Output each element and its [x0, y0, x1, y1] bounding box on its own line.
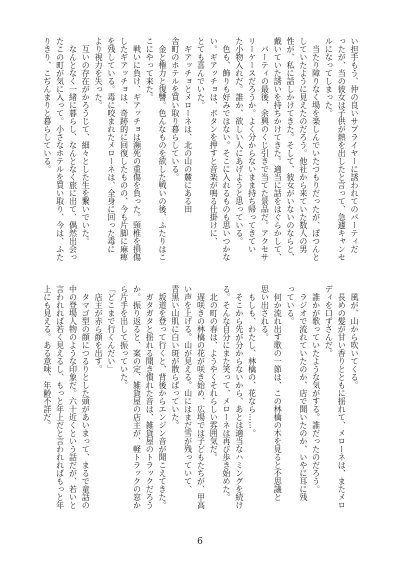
text-column: 性が、私に話しかけてきた。そして、彼女がいないのならと、 [286, 37, 296, 261]
text-column: っている。 [286, 285, 296, 325]
text-column: 坂道を登って行くと、背後からエンジン音が聞こえてきた。 [158, 293, 168, 509]
text-column: 長めの髪が甘い香りとともに揺れて、メローネは、またメロ [337, 293, 347, 509]
text-column: る。そんな自分にまた笑って、メローネは再び歩き始めた。 [222, 285, 232, 501]
text-column: リーケースだろうか。よく分からないまま持ち帰ってきてい [247, 37, 257, 253]
text-column: たこの町が気に入って。小さなホテルを買い取り、今は、ふた [55, 37, 65, 261]
text-column: い声を上げる。山が見える。山にはまだ雪が残っていて、 [183, 285, 193, 493]
text-column: ルになってしまった。 [324, 37, 334, 117]
page-number: 6 [197, 537, 203, 547]
text-column: ディを口ずさんだ。 [324, 285, 334, 357]
text-column: 金と権力と復讐。色んなものを欲した戦いの後、ふたりはこ [158, 45, 168, 261]
top-text-block [38, 37, 360, 263]
text-column: ガタガタと揺れる聞き慣れた音は、雑貨屋のトラックだろう [145, 293, 155, 509]
text-column: 北の町の春は、ようやくそれらしい雰囲気だ。 [209, 293, 219, 461]
text-column: していたように見えたのだろう。他社から来ていた数人の男 [298, 37, 308, 253]
text-column: 青黒い山肌に白い斑が散らばっていた。 [170, 285, 180, 429]
text-column: 風が、山から吹いてくる。 [350, 293, 359, 389]
text-column: 戦いに負け、ギアッチョは瀕死の重傷を負った。頸椎を損傷 [132, 45, 142, 261]
text-column: 舎町のホテルを買い取り暮らしている。 [170, 37, 180, 181]
text-column: 誰かが歌っていたような気がする。誰だったのだろう。 [311, 293, 321, 493]
text-column: 「どこまで行くんだい」 [106, 285, 116, 373]
bottom-text-block [38, 285, 360, 511]
text-column: そこから先が分からないから、あとは適当なハミングを続け [234, 293, 244, 509]
text-column: より視力を失った。 [94, 37, 104, 109]
text-column: 遅咲きの林檎の花が咲き始め、広場では子どもたちが、甲高 [196, 293, 206, 509]
text-column: 中の登場人物のような印象だ。六十近くという話だが、若いと [68, 285, 78, 509]
text-column: を残している。毒に咬まれたメローネは、全身に回った毒に [106, 37, 116, 253]
text-column: タマゴ型の顔につるりとした頭があいまって、まるで童話の [81, 293, 91, 509]
text-column: 何か流れ出す歌の一節は、この林檎の木を見ると不思議と [273, 293, 283, 501]
text-column: したギアッチョは、奇跡的に回復したものの、今も片脚に麻痺 [119, 37, 129, 261]
text-column: た小物入れだ。誰か、欲しい人にあげようと思っている。 [234, 37, 244, 245]
text-column: 店主が赤ら顔を出す。 [94, 293, 104, 373]
text-column: 色も、飾りも好みではない。そこに入れるものも思いつかな [222, 45, 232, 261]
text-column: ったが、当の彼女は子供が熱を出したと言って、急遽キャンセ [337, 37, 347, 261]
text-column: い。ギアッチョは、ボタンを押すと音楽が鳴る仕掛けに、 [209, 37, 219, 245]
text-column: こにやって来た。 [145, 37, 155, 101]
text-column: なんとなく一緒に暮らし、なんとなく旅に出て、偶然出会っ [68, 45, 78, 261]
text-column: 上にも見える。ある意味、年齢不詳だ。 [42, 285, 52, 429]
text-column: ラジオで流れていたのか、店で聞いたのか、いやに耳に残 [298, 293, 308, 501]
text-column: 思い出される。 [260, 285, 270, 341]
text-column: とても喜んでいた。 [196, 37, 206, 109]
text-column: りきり、こぢんまりと暮らしている。 [42, 37, 52, 173]
text-column: ギアッチョとメローネは、北の山の麓にある田 [183, 45, 193, 213]
text-column: パーティの最後、余興のくじ引きで当てた景品だ。アクセサ [260, 45, 270, 261]
text-column: 戴いていた誘いを持ちかけてきた。適当に話をはぐらかして、 [273, 37, 283, 261]
text-column: ら片手を出して振っていた。 [119, 285, 129, 389]
text-column: 互いの存在がかろうじて、細々とした生を繋いでいた。 [81, 45, 91, 245]
text-column: い担手もう、仲の良いサプライヤーに誘われてのパーティだ [350, 37, 359, 253]
text-column: もしも、わたし、林檎の、花なら……。 [247, 293, 257, 437]
text-column: か。振り返ると、案の定、雑貨屋の店主が、軽トラックの窓か [132, 285, 142, 509]
text-column: 当たり障りなく場を楽しんでいたつもりだったが、ぽつんと [311, 45, 321, 261]
text-column: 言われれば若く見えるし、もっと年上だと言われればもっと年 [55, 285, 65, 509]
